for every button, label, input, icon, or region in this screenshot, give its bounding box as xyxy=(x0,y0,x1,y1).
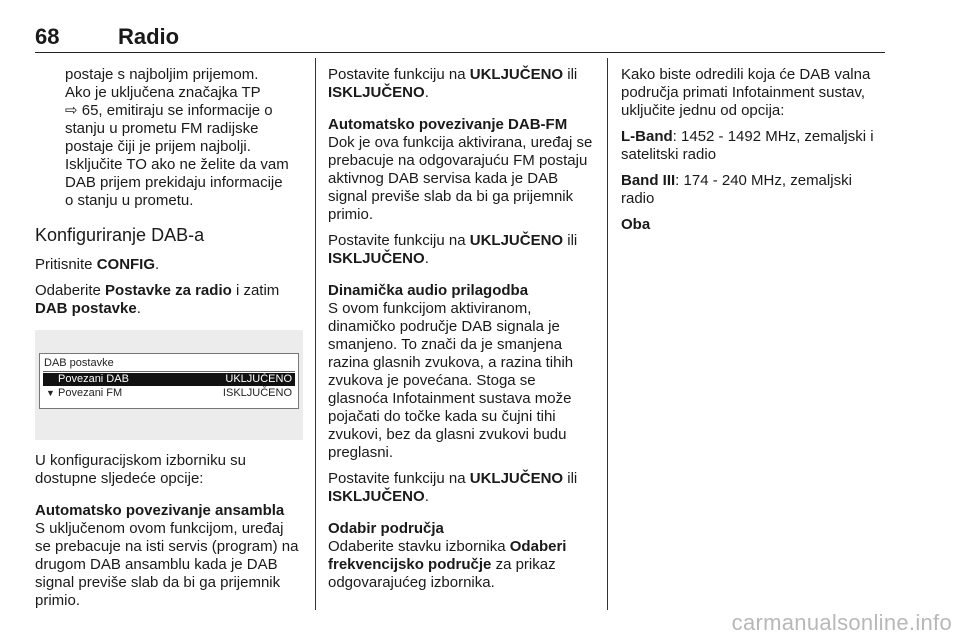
text: . xyxy=(424,250,429,267)
text: . xyxy=(155,256,160,273)
off-value: ISKLJUČENO xyxy=(328,250,425,267)
option-text: Dok je ova funkcija aktivirana, uređaj se prebacuje na odgovarajuću FM postaju aktivnog DAB servisa kada je DAB signal previše slab da bi ga prijemnik primio. xyxy=(328,134,593,223)
text: . xyxy=(136,300,141,317)
page-number: 68 xyxy=(35,24,60,49)
section-title: Radio xyxy=(118,24,180,49)
screen-row-selected[interactable] xyxy=(43,373,295,386)
select-instruction xyxy=(35,282,303,318)
screen-title: DAB postavke xyxy=(44,357,114,369)
row-value: ISKLJUČENO xyxy=(222,387,292,399)
on-value: UKLJUČENO xyxy=(469,66,564,83)
option-heading: Odabir područja xyxy=(328,520,444,537)
band-intro: Kako biste odredili koja će DAB valna područja primati Infotainment sustav, uključite jednu od opcija: xyxy=(621,66,871,119)
option-label: Oba xyxy=(621,216,651,233)
option-heading: Dinamička audio prilagodba xyxy=(328,282,529,299)
option-label: L-Band xyxy=(621,128,673,145)
text: . xyxy=(424,84,429,101)
band-option-lband xyxy=(621,128,889,164)
option-heading: Automatsko povezivanje DAB-FM xyxy=(328,116,568,133)
watermark: carmanualsonline.info xyxy=(731,610,952,635)
text: za prikaz odgovarajućeg izbornika. xyxy=(328,556,556,591)
text: Postavite funkciju na xyxy=(328,232,470,249)
option-label: Band III xyxy=(621,172,676,189)
text: Postavite funkciju na xyxy=(328,470,470,487)
intro-line: postaje čiji je prijem najbolji. xyxy=(65,138,251,155)
column-divider-2 xyxy=(607,58,608,610)
option-text: S uključenom ovom funkcijom, uređaj se prebacuje na isti servis (program) na drugom DAB ansamblu kada je DAB signal previše slab da bi ga prijemnik primio. xyxy=(35,520,299,609)
intro-line: Ako je uključena značajka TP xyxy=(65,84,261,101)
band-option-band3 xyxy=(621,172,889,208)
intro-line: postaje s najboljim prijemom. xyxy=(65,66,259,83)
intro-line: o stanju u prometu. xyxy=(65,192,194,209)
text: Odaberite stavku izbornika xyxy=(328,538,510,555)
option-heading: Automatsko povezivanje ansambla xyxy=(35,502,285,519)
text: ili xyxy=(563,66,578,83)
menu-intro: U konfiguracijskom izborniku su dostupne sljedeće opcije: xyxy=(35,452,246,487)
column-2 xyxy=(328,66,596,600)
option-text xyxy=(328,538,596,592)
off-value: ISKLJUČENO xyxy=(328,84,425,101)
intro-line: DAB prijem prekidaju informacije xyxy=(65,174,283,191)
text: . xyxy=(424,488,429,505)
dab-settings-screenshot xyxy=(35,330,303,440)
set-instruction xyxy=(328,66,596,102)
option-desc: : 1452 - 1492 MHz, zemaljski i satelitski radio xyxy=(621,128,874,163)
screen-row[interactable] xyxy=(43,387,295,400)
text: Pritisnite xyxy=(35,256,97,273)
text: Postavite funkciju na xyxy=(328,66,470,83)
set-instruction xyxy=(328,470,596,506)
menu-item-name: DAB postavke xyxy=(35,300,137,317)
down-arrow-icon: ▼ xyxy=(46,388,55,398)
menu-item-name: Odaberi frekvencijsko područje xyxy=(328,538,567,573)
text: ili xyxy=(563,232,578,249)
intro-paragraph xyxy=(35,66,303,210)
row-label: Povezani DAB xyxy=(58,373,129,385)
text: ili xyxy=(563,470,578,487)
column-divider-1 xyxy=(315,58,316,610)
config-button-label: CONFIG xyxy=(96,256,156,273)
menu-item-name: Postavke za radio xyxy=(105,282,232,299)
intro-line: Isključite TO ako ne želite da vam xyxy=(65,156,289,173)
on-value: UKLJUČENO xyxy=(469,232,564,249)
text: Odaberite xyxy=(35,282,106,299)
press-instruction xyxy=(35,256,303,274)
intro-line-link[interactable]: ⇨ 65, emitiraju se informacije o xyxy=(65,102,273,119)
row-label: Povezani FM xyxy=(58,387,123,399)
section-heading: Konfiguriranje DAB-a xyxy=(35,225,205,245)
column-1 xyxy=(35,66,303,618)
screen-divider xyxy=(43,371,295,372)
on-value: UKLJUČENO xyxy=(469,470,564,487)
screen-panel xyxy=(39,353,299,409)
row-value: UKLJUČENO xyxy=(225,373,292,385)
set-instruction xyxy=(328,232,596,268)
off-value: ISKLJUČENO xyxy=(328,488,425,505)
option-desc: : 174 - 240 MHz, zemaljski radio xyxy=(621,172,852,207)
text: i zatim xyxy=(231,282,280,299)
band-option-both xyxy=(621,216,889,234)
intro-line: stanju u prometu FM radijske xyxy=(65,120,259,137)
page-header xyxy=(35,22,885,53)
option-text: S ovom funkcijom aktiviranom, dinamičko područje DAB signala je smanjeno. To znači da je smanjena razina glasnih zvukova, a razina tihih zvukova je povećana. Stoga se glasnoća Infotainment sustava može pojačati do točke kada su čujni tihi zvukovi, bez da glasni zvukovi budu preglasni. xyxy=(328,300,574,461)
column-3 xyxy=(621,66,889,242)
